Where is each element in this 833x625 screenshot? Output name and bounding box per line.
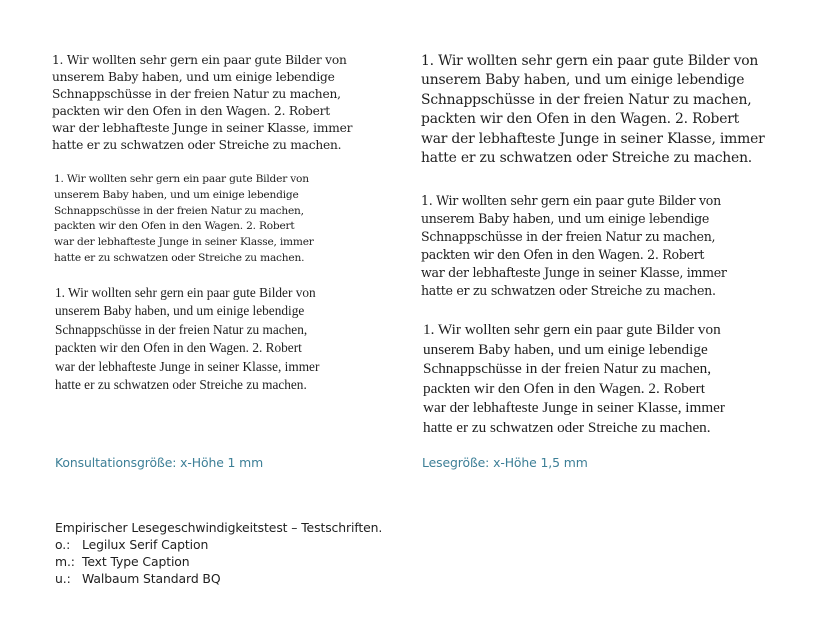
sample-line: war der lebhafteste Junge in seiner Klasse, immer bbox=[55, 358, 320, 374]
sample-line: Schnappschüsse in der freien Natur zu machen, bbox=[421, 91, 752, 108]
sample-line: war der lebhafteste Junge in seiner Klasse, immer bbox=[423, 399, 725, 416]
caption-consultation-size: Konsultationsgröße: x-Höhe 1 mm bbox=[55, 455, 264, 470]
sample-line: 1. Wir wollten sehr gern ein paar gute Bilder von bbox=[421, 193, 721, 208]
sample-consultation-bottom bbox=[55, 284, 319, 394]
sample-line: war der lebhafteste Junge in seiner Klasse, immer bbox=[52, 121, 353, 135]
sample-line: packten wir den Ofen in den Wagen. 2. Robert bbox=[52, 104, 330, 118]
sample-line: hatte er zu schwatzen oder Streiche zu machen. bbox=[52, 138, 342, 152]
sample-line: hatte er zu schwatzen oder Streiche zu machen. bbox=[421, 150, 753, 167]
sample-line: packten wir den Ofen in den Wagen. 2. Robert bbox=[421, 111, 740, 128]
sample-line: war der lebhafteste Junge in seiner Klasse, immer bbox=[421, 130, 765, 147]
sample-line: unserem Baby haben, und um einige lebendige bbox=[421, 211, 710, 226]
sample-line: hatte er zu schwatzen oder Streiche zu machen. bbox=[54, 251, 305, 264]
sample-line: unserem Baby haben, und um einige lebendige bbox=[52, 70, 335, 84]
sample-line: packten wir den Ofen in den Wagen. 2. Robert bbox=[423, 379, 705, 397]
sample-line: 1. Wir wollten sehr gern ein paar gute Bilder von bbox=[423, 321, 721, 338]
sample-reading-middle bbox=[421, 192, 727, 300]
legend-item bbox=[55, 536, 382, 553]
sample-line: 1. Wir wollten sehr gern ein paar gute Bilder von bbox=[421, 53, 759, 69]
sample-line: hatte er zu schwatzen oder Streiche zu machen. bbox=[421, 283, 716, 298]
sample-line: Schnappschüsse in der freien Natur zu machen, bbox=[52, 87, 341, 101]
sample-consultation-top bbox=[52, 52, 352, 154]
legend-value: Walbaum Standard BQ bbox=[82, 571, 221, 586]
sample-line: unserem Baby haben, und um einige lebendige bbox=[421, 72, 745, 89]
sample-consultation-middle bbox=[54, 172, 314, 267]
legend-value: Legilux Serif Caption bbox=[82, 537, 209, 552]
sample-line: packten wir den Ofen in den Wagen. 2. Robert bbox=[54, 220, 295, 233]
sample-line: war der lebhafteste Junge in seiner Klasse, immer bbox=[421, 265, 727, 280]
legend-value: Text Type Caption bbox=[82, 554, 190, 569]
legend-item bbox=[55, 553, 382, 570]
sample-reading-bottom bbox=[423, 320, 725, 437]
caption-reading-size: Lesegröße: x-Höhe 1,5 mm bbox=[422, 455, 588, 470]
sample-line: 1. Wir wollten sehr gern ein paar gute Bilder von bbox=[54, 173, 309, 185]
sample-line: packten wir den Ofen in den Wagen. 2. Robert bbox=[55, 340, 302, 356]
sample-line: 1. Wir wollten sehr gern ein paar gute Bilder von bbox=[52, 53, 347, 67]
sample-line: Schnappschüsse in der freien Natur zu machen, bbox=[421, 229, 716, 244]
figure-legend bbox=[55, 519, 382, 587]
sample-reading-top bbox=[421, 52, 765, 168]
legend-key: u.: bbox=[55, 571, 71, 586]
sample-line: 1. Wir wollten sehr gern ein paar gute Bilder von bbox=[55, 285, 316, 300]
sample-line: war der lebhafteste Junge in seiner Klasse, immer bbox=[54, 236, 314, 249]
sample-line: Schnappschüsse in der freien Natur zu machen, bbox=[423, 360, 712, 377]
sample-line: unserem Baby haben, und um einige lebendige bbox=[55, 303, 305, 319]
sample-line: packten wir den Ofen in den Wagen. 2. Robert bbox=[421, 247, 705, 262]
legend-key: o.: bbox=[55, 537, 71, 552]
sample-line: unserem Baby haben, und um einige lebendige bbox=[423, 340, 708, 358]
sample-line: hatte er zu schwatzen oder Streiche zu machen. bbox=[55, 377, 307, 393]
legend-title: Empirischer Lesegeschwindigkeitstest – Testschriften. bbox=[55, 520, 383, 535]
sample-line: Schnappschüsse in der freien Natur zu machen, bbox=[54, 204, 304, 217]
sample-line: unserem Baby haben, und um einige lebendige bbox=[54, 188, 299, 201]
sample-line: Schnappschüsse in der freien Natur zu machen, bbox=[55, 321, 308, 337]
legend-item bbox=[55, 570, 382, 587]
sample-line: hatte er zu schwatzen oder Streiche zu machen. bbox=[423, 418, 711, 436]
legend-key: m.: bbox=[55, 554, 75, 569]
